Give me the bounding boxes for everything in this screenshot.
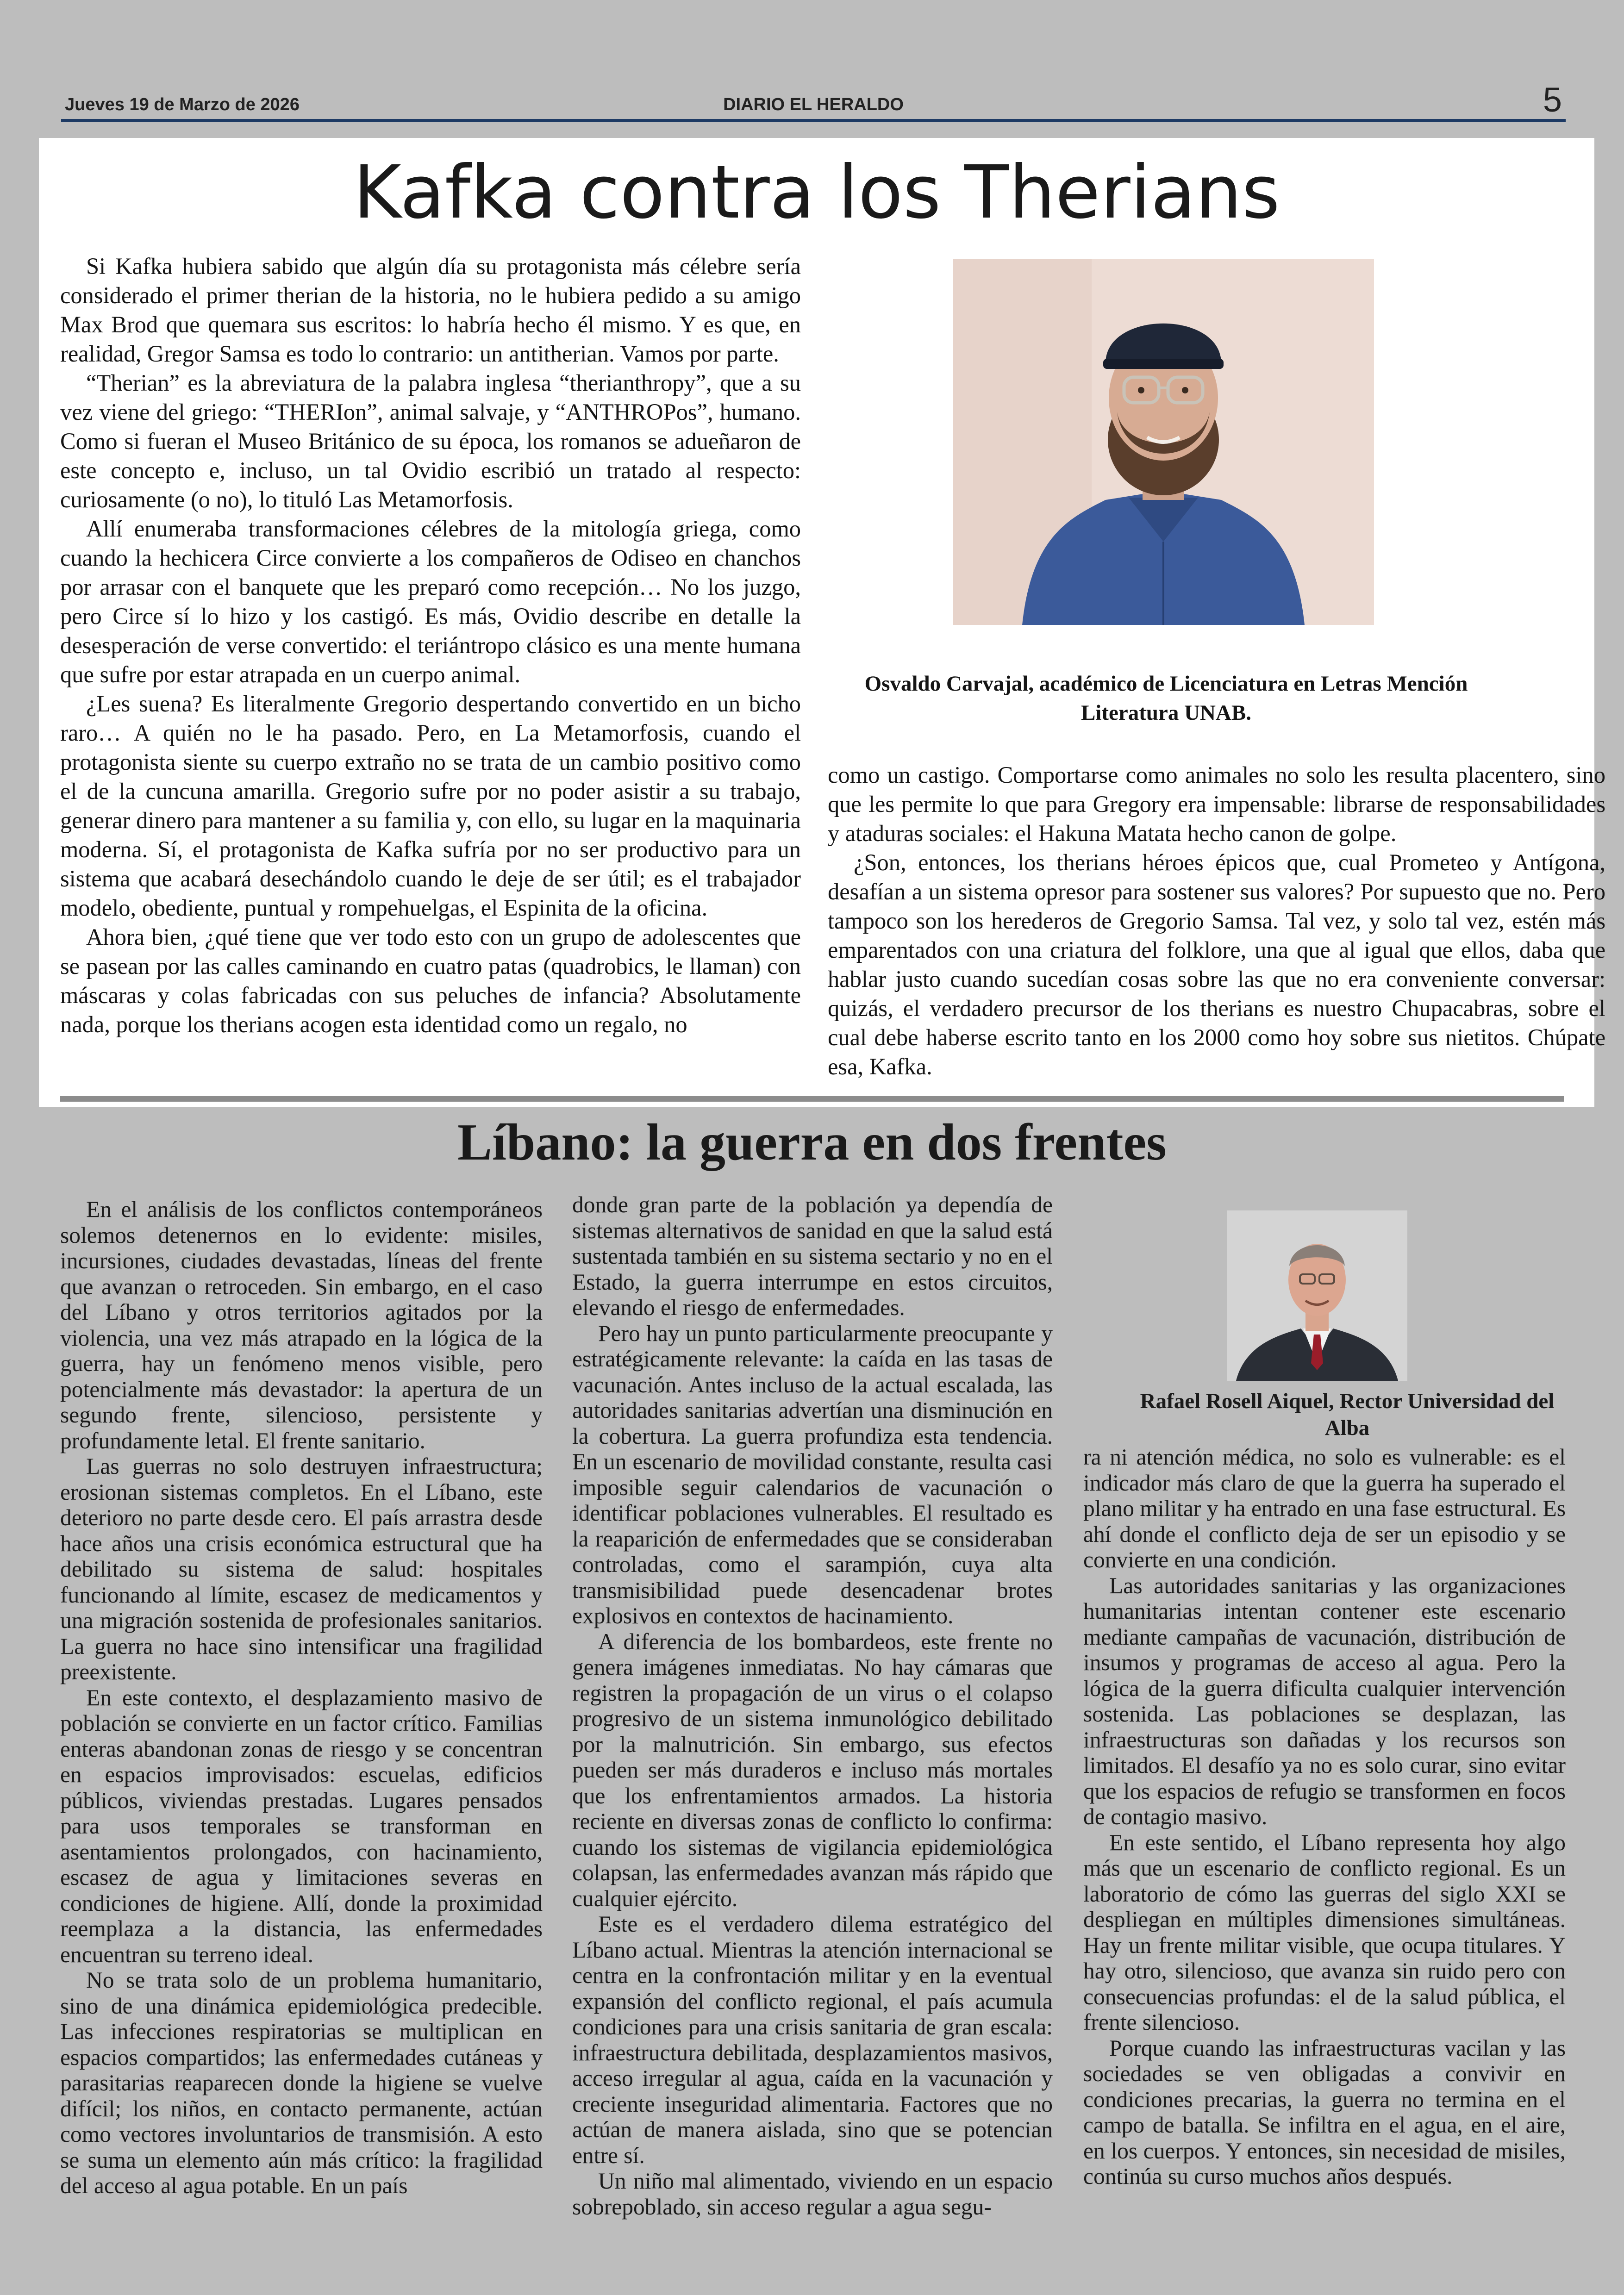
paragraph: como un castigo. Comportarse como animales no solo les resulta placentero, sino que les permite lo que para Gregory era impensable: librarse de responsabilidades y ataduras sociales: el Hakuna Matata hecho canon de golpe.	[828, 762, 1605, 846]
article-title: Líbano: la guerra en dos frentes	[457, 1114, 1167, 1171]
paragraph: En el análisis de los conflictos contemporáneos solemos detenernos en lo evidente: misiles, incursiones, ciudades devastadas, líneas del frente que avanzan o retroceden. Sin embargo, en el caso del Líbano y otros territorios agitados por la violencia, una vez más atrapado en la lógica de la guerra, hay un fenómeno menos visible, pero potencialmente más devastador: la apertura de un segundo frente, silencioso, persistente y profundamente letal. El frente sanitario.	[60, 1197, 543, 1453]
issue-date: Jueves 19 de Marzo de 2026	[65, 95, 300, 114]
paragraph: ¿Les suena? Es literalmente Gregorio despertando convertido en un bicho raro… A quién no le ha pasado. Pero, en La Metamorfosis, cuando el protagonista siente su cuerpo extraño no se trata de un cambio positivo como el de la cuncuna amarilla. Gregorio sufre por no poder asistir a su trabajo, generar dinero para mantener a su familia y, con ello, su lugar en la maquinaria moderna. Sí, el protagonista de Kafka sufría por no ser productivo para un sistema que acabará desechándolo cuando le deje de ser útil; es el trabajador modelo, obediente, puntual y rompehuelgas, el Espinita de la oficina.	[60, 691, 801, 921]
article-divider	[60, 1096, 1564, 1102]
article-title: Kafka contra los Therians	[353, 150, 1280, 235]
paragraph: Si Kafka hubiera sabido que algún día su protagonista más célebre sería considerado el primer therian de la historia, no le hubiera pedido a su amigo Max Brod que quemara sus escritos: lo habría hecho él mismo. Y es que, en realidad, Gregor Samsa es todo lo contrario: un antitherian. Vamos por parte.	[60, 253, 801, 367]
paragraph: A diferencia de los bombardeos, este frente no genera imágenes inmediatas. No hay cámaras que registren la propagación de un virus o el colapso progresivo de un sistema inmunológico debilitado por la malnutrición. Sin embargo, sus efectos pueden ser más duraderos e incluso más mortales que los enfrentamientos armados. La historia reciente en diversas zonas de conflicto lo confirma: cuando los sistemas de vigilancia epidemiológica colapsan, las enfermedades avanzan más rápido que cualquier ejército.	[572, 1628, 1053, 1911]
article-column-1	[60, 1197, 543, 2199]
paragraph: donde gran parte de la población ya dependía de sistemas alternativos de sanidad en que la salud está sustentada también en su sistema sectario y no en el Estado, la guerra interrumpe en estos circuitos, elevando el riesgo de enfermedades.	[572, 1192, 1053, 1320]
paragraph: En este sentido, el Líbano representa hoy algo más que un escenario de conflicto regional. Es un laboratorio de cómo las guerras del siglo XXI se despliegan en múltiples dimensiones simultáneas. Hay un frente militar visible, que ocupa titulares. Y hay otro, silencioso, que avanza sin ruido pero con consecuencias profundas: el de la salud pública, el frente silencioso.	[1083, 1829, 1566, 2035]
article-column-2	[572, 1192, 1053, 2220]
portrait-illustration	[1227, 1210, 1407, 1381]
portrait-illustration	[953, 259, 1374, 625]
paragraph: Porque cuando las infraestructuras vacilan y las sociedades se ven obligadas a convivir en condiciones precarias, la guerra no termina en el campo de batalla. Se infiltra en el agua, en el aire, en los cuerpos. Y entonces, sin necesidad de misiles, continúa su curso muchos años después.	[1083, 2035, 1566, 2189]
paragraph: Las guerras no solo destruyen infraestructura; erosionan sistemas completos. En el Líbano, este deterioro no parte desde cero. El país arrastra desde hace años una crisis económica estructural que ha debilitado su sistema de salud: hospitales funcionando al límite, escasez de medicamentos y una migración sostenida de profesionales sanitarios. La guerra no hace sino intensificar una fragilidad preexistente.	[60, 1453, 543, 1684]
photo-caption: Osvaldo Carvajal, académico de Licenciatura en Letras Mención Literatura UNAB.	[864, 672, 1468, 725]
paragraph: En este contexto, el desplazamiento masivo de población se convierte en un factor crítico. Familias enteras abandonan zonas de riesgo y se concentran en espacios improvisados: escuelas, edificios públicos, viviendas prestadas. Lugares pensados para usos temporales se transforman en asentamientos prolongados, con hacinamiento, escasez de agua y limitaciones severas en condiciones de higiene. Allí, donde la proximidad reemplaza a la distancia, las enfermedades encuentran su terreno ideal.	[60, 1684, 543, 1967]
paragraph: No se trata solo de un problema humanitario, sino de una dinámica epidemiológica predecible. Las infecciones respiratorias se multiplican en espacios compartidos; las enfermedades cutáneas y parasitarias reaparecen donde la higiene se vuelve difícil; los niños, en contacto permanente, actúan como vectores involuntarios de transmisión. A esto se suma un elemento aún más crítico: la fragilidad del acceso al agua potable. En un país	[60, 1967, 543, 2198]
author-photo	[1227, 1210, 1407, 1381]
paragraph: Este es el verdadero dilema estratégico del Líbano actual. Mientras la atención internacional se centra en la confrontación militar y en la eventual expansión del conflicto regional, el país acumula condiciones para una crisis sanitaria de gran escala: infraestructura debilitada, desplazamientos masivos, acceso irregular al agua, caída en la vacunación y creciente inseguridad alimentaria. Factores que no actúan de manera aislada, sino que se potencian entre sí.	[572, 1911, 1053, 2168]
page-number: 5	[1543, 81, 1562, 119]
page-header	[61, 81, 1566, 122]
photo-caption: Rafael Rosell Aiquel, Rector Universidad del Alba	[1140, 1389, 1555, 1440]
newspaper-name: DIARIO EL HERALDO	[723, 95, 904, 114]
paragraph: Las autoridades sanitarias y las organizaciones humanitarias intentan contener este escenario mediante campañas de vacunación, distribución de insumos y programas de acceso al agua. Pero la lógica de la guerra dificulta cualquier intervención sostenida. Las poblaciones se desplazan, las infraestructuras son dañadas y los recursos son limitados. El desafío ya no es solo curar, sino evitar que los espacios de refugio se transformen en focos de contagio masivo.	[1083, 1572, 1566, 1829]
article-column-3	[1083, 1444, 1566, 2189]
article-column-right	[828, 761, 1605, 1081]
header-rule	[61, 119, 1566, 122]
paragraph: Un niño mal alimentado, viviendo en un espacio sobrepoblado, sin acceso regular a agua segu-	[572, 2168, 1053, 2220]
paragraph: Ahora bien, ¿qué tiene que ver todo esto con un grupo de adolescentes que se pasean por las calles caminando en cuatro patas (quadrobics, le llaman) con máscaras y colas fabricadas con sus peluches de infancia? Absolutamente nada, porque los therians acogen esta identidad como un regalo, no	[60, 924, 801, 1037]
paragraph: ra ni atención médica, no solo es vulnerable: es el indicador más claro de que la guerra ha superado el plano militar y ha entrado en una fase estructural. Es ahí donde el conflicto deja de ser un episodio y se convierte en una condición.	[1083, 1444, 1566, 1572]
article-kafka	[39, 138, 1605, 1107]
paragraph: “Therian” es la abreviatura de la palabra inglesa “therianthropy”, que a su vez viene del griego: “THERIon”, animal salvaje, y “ANTHROPos”, humano. Como si fueran el Museo Británico de su época, los romanos se adueñaron de este concepto e, incluso, un tal Ovidio escribió un tratado al respecto: curiosamente (o no), lo tituló Las Metamorfosis.	[60, 370, 801, 512]
paragraph: Allí enumeraba transformaciones célebres de la mitología griega, como cuando la hechicera Circe convierte a los compañeros de Odiseo en chanchos por arrasar con el banquete que les preparó como recepción… No los juzgo, pero Circe sí lo hizo y los castigó. Es más, Ovidio describe en detalle la desesperación de verse convertido: el teriántropo clásico es una mente humana que sufre por estar atrapada en un cuerpo animal.	[60, 516, 801, 687]
author-photo	[953, 259, 1374, 625]
article-column-left	[60, 252, 801, 1039]
paragraph: Pero hay un punto particularmente preocupante y estratégicamente relevante: la caída en las tasas de vacunación. Antes incluso de la actual escalada, las autoridades sanitarias advertían una disminución en la cobertura. La guerra profundiza esta tendencia. En un escenario de movilidad constante, resulta casi imposible seguir calendarios de vacunación o identificar poblaciones vulnerables. El resultado es la reaparición de enfermedades que se consideraban controladas, como el sarampión, cuya alta transmisibilidad puede desencadenar brotes explosivos en contextos de hacinamiento.	[572, 1320, 1053, 1628]
paragraph: ¿Son, entonces, los therians héroes épicos que, cual Prometeo y Antígona, desafían a un sistema opresor para sostener sus valores? Por supuesto que no. Pero tampoco son los herederos de Gregorio Samsa. Tal vez, y solo tal vez, estén más emparentados con una criatura del folklore, una que al igual que ellos, daba que hablar justo cuando sucedían cosas sobre las que no era conveniente conversar: quizás, el verdadero precursor de los therians es nuestro Chupacabras, sobre el cual debe haberse escrito tanto en los 2000 como hoy sobre sus nietitos. Chúpate esa, Kafka.	[828, 849, 1605, 1079]
